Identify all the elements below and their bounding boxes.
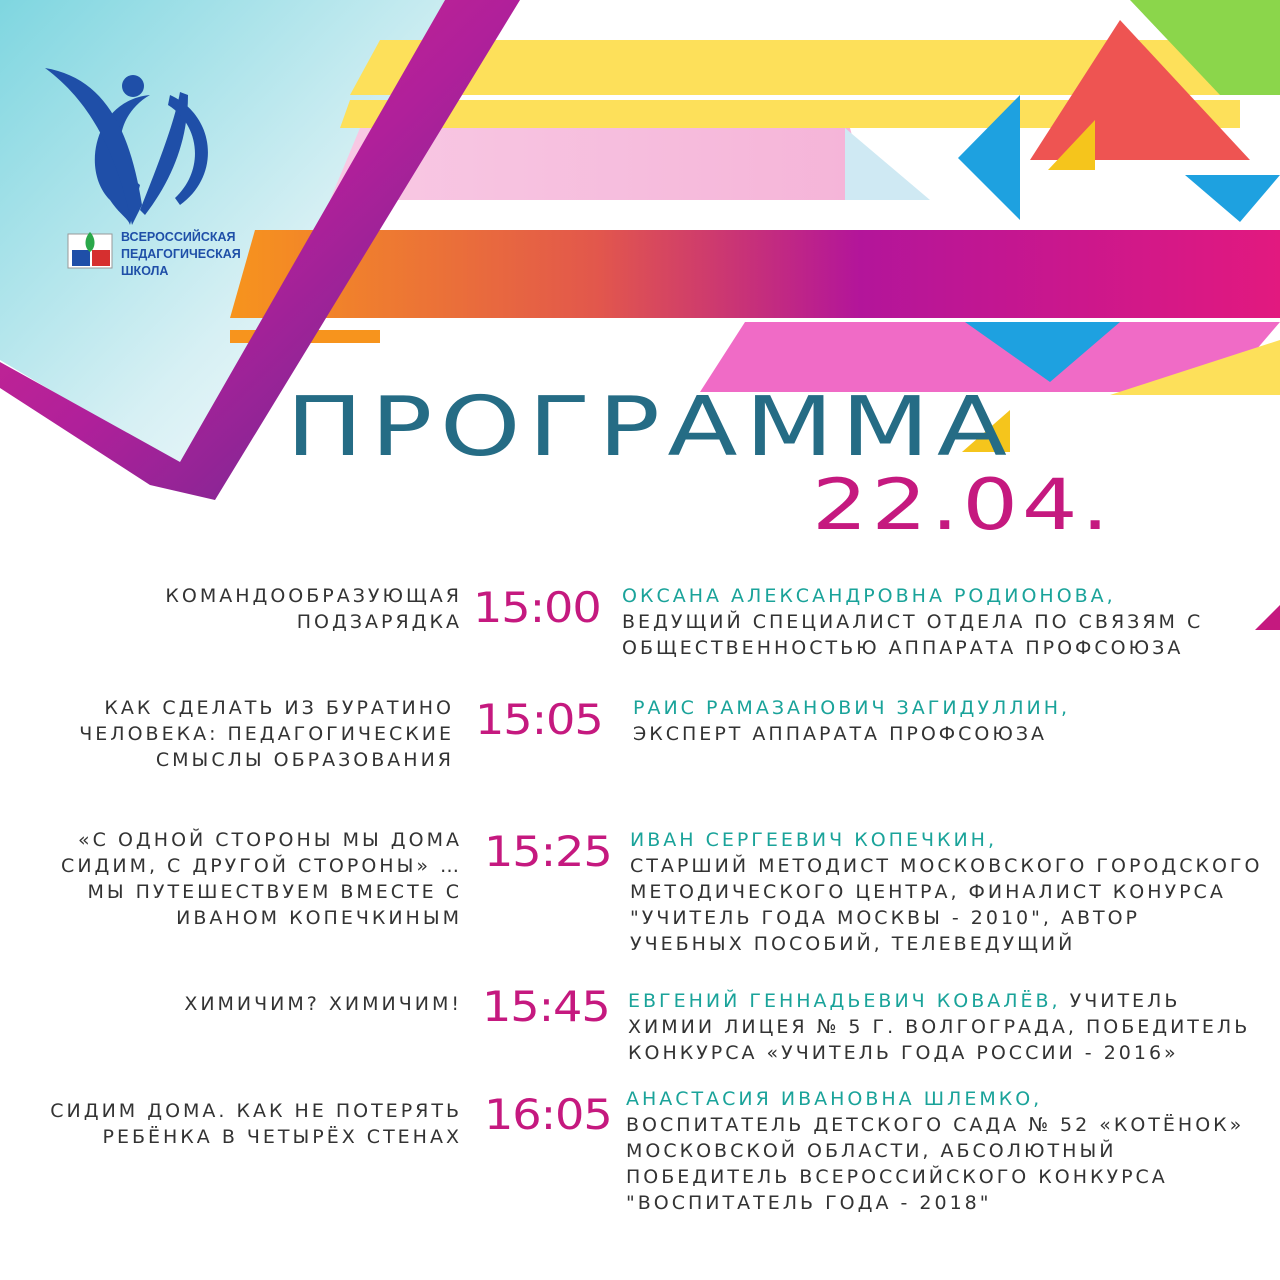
speaker-name: РАИС РАМАЗАНОВИЧ ЗАГИДУЛЛИН,: [633, 697, 1071, 719]
magenta-small-tri: [1255, 605, 1280, 630]
light-blue-tri: [845, 128, 930, 200]
speaker: ЕВГЕНИЙ ГЕННАДЬЕВИЧ КОВАЛЁВ, УЧИТЕЛЬ ХИМИИ ЛИЦЕЯ № 5 Г. ВОЛГОГРАДА, ПОБЕДИТЕЛЬ КОНКУРСА «УЧИТЕЛЬ ГОДА РОССИИ - 2016»: [628, 990, 1251, 1064]
program-date: 22.04.: [812, 464, 1113, 546]
time: 15:45: [482, 982, 610, 1031]
time: 15:05: [475, 695, 603, 744]
speaker-name: ОКСАНА АЛЕКСАНДРОВНА РОДИОНОВА,: [622, 585, 1116, 607]
logo-line-2: ПЕДАГОГИЧЕСКАЯ: [121, 247, 241, 261]
blue-tri-right: [1185, 175, 1280, 222]
speaker: РАИС РАМАЗАНОВИЧ ЗАГИДУЛЛИН, ЭКСПЕРТ АППАРАТА ПРОФСОЮЗА: [633, 697, 1071, 745]
topic: «С ОДНОЙ СТОРОНЫ МЫ ДОМА СИДИМ, С ДРУГОЙ СТОРОНЫ» … МЫ ПУТЕШЕСТВУЕМ ВМЕСТЕ С ИВАНОМ КОПЕЧКИНЫМ: [61, 829, 462, 929]
topic: СИДИМ ДОМА. КАК НЕ ПОТЕРЯТЬ РЕБЁНКА В ЧЕТЫРЁХ СТЕНАХ: [50, 1100, 462, 1148]
time: 15:00: [473, 583, 601, 632]
speaker: АНАСТАСИЯ ИВАНОВНА ШЛЕМКО, ВОСПИТАТЕЛЬ ДЕТСКОГО САДА № 52 «КОТЁНОК» МОСКОВСКОЙ ОБЛАСТИ, АБСОЛЮТНЫЙ ПОБЕДИТЕЛЬ ВСЕРОССИЙСКОГО КОНКУРСА "ВОСПИТАТЕЛЬ ГОДА - 2018": [626, 1088, 1245, 1214]
topic: КОМАНДООБРАЗУЮЩАЯ ПОДЗАРЯДКА: [165, 585, 462, 633]
logo-line-3: ШКОЛА: [121, 264, 169, 278]
page-title: ПРОГРАММА: [286, 380, 1015, 475]
speaker: ИВАН СЕРГЕЕВИЧ КОПЕЧКИН, СТАРШИЙ МЕТОДИСТ МОСКОВСКОГО ГОРОДСКОГО МЕТОДИЧЕСКОГО ЦЕНТРА, ФИНАЛИСТ КОНУРСА "УЧИТЕЛЬ ГОДА МОСКВЫ - 2010", АВТОР УЧЕБНЫХ ПОСОБИЙ, ТЕЛЕВЕДУЩИЙ: [630, 829, 1263, 955]
union-emblem: [68, 232, 112, 268]
logo-line-1: ВСЕРОССИЙСКАЯ: [121, 230, 236, 244]
speaker-name: АНАСТАСИЯ ИВАНОВНА ШЛЕМКО,: [626, 1088, 1043, 1110]
topic: КАК СДЕЛАТЬ ИЗ БУРАТИНО ЧЕЛОВЕКА: ПЕДАГОГИЧЕСКИЕ СМЫСЛЫ ОБРАЗОВАНИЯ: [79, 697, 454, 771]
speaker-name: ИВАН СЕРГЕЕВИЧ КОПЕЧКИН,: [630, 829, 998, 851]
time: 16:05: [484, 1090, 612, 1139]
speaker-name: ЕВГЕНИЙ ГЕННАДЬЕВИЧ КОВАЛЁВ,: [628, 990, 1061, 1012]
logo-caption: [121, 229, 241, 280]
time: 15:25: [484, 827, 612, 876]
topic: ХИМИЧИМ? ХИМИЧИМ!: [184, 993, 462, 1015]
speaker: ОКСАНА АЛЕКСАНДРОВНА РОДИОНОВА, ВЕДУЩИЙ СПЕЦИАЛИСТ ОТДЕЛА ПО СВЯЗЯМ С ОБЩЕСТВЕННОСТЬЮ АППАРАТА ПРОФСОЮЗА: [622, 585, 1204, 659]
gradient-stripe: [230, 230, 1280, 318]
